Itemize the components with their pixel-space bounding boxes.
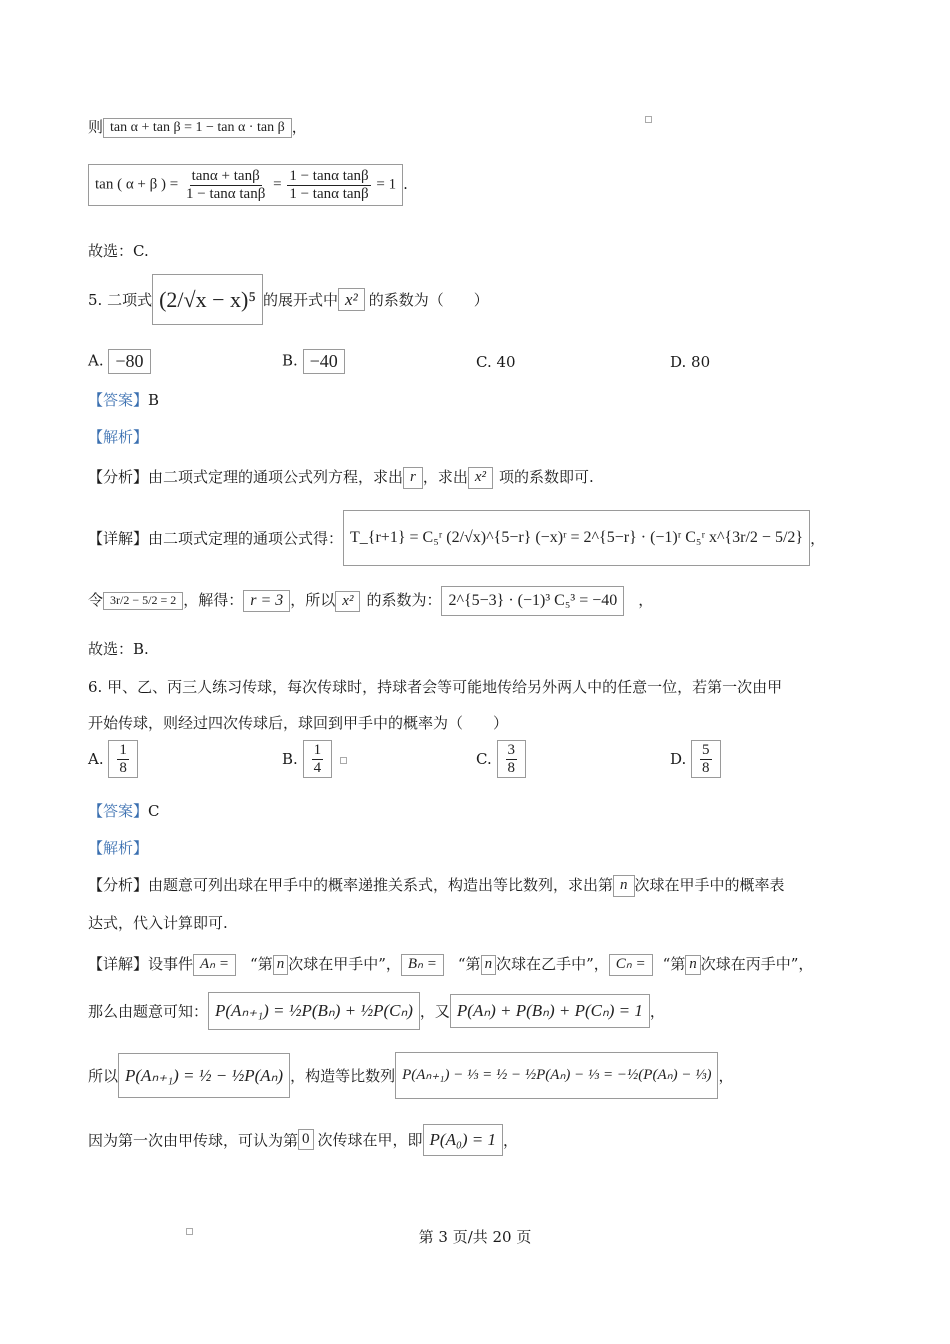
q5-option-c: C. 40 bbox=[476, 353, 516, 371]
var-box: n bbox=[613, 875, 635, 896]
text: . bbox=[403, 175, 408, 193]
q5-xiangjie bbox=[88, 510, 825, 566]
text: 【分析】由二项式定理的通项公式列方程，求出 bbox=[88, 468, 404, 486]
q6-xiangjie-events bbox=[88, 953, 813, 976]
text: “第 bbox=[662, 955, 686, 973]
option-label: D. bbox=[670, 750, 687, 768]
denominator: 1 − tanα tanβ bbox=[289, 185, 369, 202]
text: 那么由题意可知： bbox=[88, 1002, 209, 1021]
q5-mid: 的展开式中 bbox=[263, 291, 339, 310]
line-choose-c: 故选：C. bbox=[88, 242, 149, 260]
page-footer: 第 3 页/共 20 页 bbox=[418, 1228, 532, 1246]
formula-box: 3r/2 − 5/2 = 2 bbox=[103, 592, 183, 610]
fraction bbox=[700, 742, 712, 776]
formula-box bbox=[88, 164, 403, 206]
formula-box: P(A₀) = 1 bbox=[423, 1124, 503, 1156]
denominator: 4 bbox=[313, 759, 322, 776]
formula-box: tan α + tan β = 1 − tan α · tan β bbox=[103, 118, 292, 138]
text: 【详解】由二项式定理的通项公式得： bbox=[88, 529, 344, 548]
numerator: tanα + tanβ bbox=[191, 168, 260, 184]
text: 次球在乙手中”， bbox=[496, 955, 609, 973]
text: 因为第一次由甲传球，可认为第 bbox=[88, 1131, 299, 1150]
text: 则 bbox=[88, 118, 104, 136]
q5-prefix: 5. 二项式 bbox=[88, 291, 153, 310]
fraction bbox=[117, 742, 129, 776]
text: 次传球在甲，即 bbox=[317, 1131, 423, 1150]
q6-initial bbox=[88, 1124, 518, 1156]
option-value: −80 bbox=[108, 349, 150, 374]
text: 【分析】由题意可列出球在甲手中的概率递推关系式，构造出等比数列，求出第 bbox=[88, 876, 614, 894]
formula-box: T_{r+1} = C₅ʳ (2/√x)^{5−r} (−x)ʳ = 2^{5−r} · (−1)ʳ C₅ʳ x^{3r/2 − 5/2} bbox=[343, 510, 810, 566]
q6-option-a bbox=[88, 740, 138, 778]
var-box: 0 bbox=[298, 1129, 314, 1150]
answer-value: C bbox=[148, 802, 160, 820]
text: ， bbox=[810, 529, 826, 548]
q6-option-c bbox=[476, 740, 526, 778]
term-box: x² bbox=[335, 591, 360, 612]
q5-fenxi bbox=[88, 466, 594, 489]
q6-option-b bbox=[282, 740, 332, 778]
formula-box: Aₙ = bbox=[193, 954, 236, 975]
denominator: 8 bbox=[119, 759, 127, 776]
q6-stem-line2: 开始传球，则经过四次传球后，球回到甲手中的概率为（ ） bbox=[88, 714, 509, 732]
line-tan-sum bbox=[88, 116, 307, 138]
text: ，构造等比数列 bbox=[290, 1067, 396, 1086]
q6-fenxi-line1 bbox=[88, 874, 785, 897]
numerator: 5 bbox=[702, 742, 710, 758]
q6-answer bbox=[88, 800, 160, 821]
text: 次球在甲手中”， bbox=[288, 955, 401, 973]
formula-box: P(Aₙ₊₁) = ½ − ½P(Aₙ) bbox=[118, 1053, 290, 1099]
q6-geometric bbox=[88, 1052, 733, 1099]
option-label: C. bbox=[476, 750, 492, 768]
option-label: B. bbox=[282, 750, 298, 768]
formula-left: tan ( α + β ) = bbox=[95, 176, 179, 193]
q6-option-d bbox=[670, 740, 721, 778]
formula-box: P(Aₙ₊₁) = ½P(Bₙ) + ½P(Cₙ) bbox=[208, 992, 420, 1030]
text: 令 bbox=[88, 591, 104, 610]
text: 项的系数即可. bbox=[499, 468, 594, 486]
formula-box: 2^{5−3} · (−1)³ C₅³ = −40 bbox=[441, 586, 624, 616]
line-tan-formula bbox=[88, 164, 408, 206]
formula-box: Cₙ = bbox=[609, 954, 653, 975]
answer-value: B bbox=[148, 391, 160, 409]
q6-recurrence bbox=[88, 992, 665, 1030]
var-box: n bbox=[273, 955, 289, 974]
formula-end: = 1 bbox=[376, 176, 397, 193]
binomial-box: (2/√x − x)⁵ bbox=[152, 274, 263, 325]
q6-fenxi-line2: 达式，代入计算即可. bbox=[88, 914, 228, 932]
q5-option-d: D. 80 bbox=[670, 353, 711, 371]
var-box: n bbox=[481, 955, 497, 974]
text: ， bbox=[638, 591, 654, 610]
answer-tag: 【答案】 bbox=[88, 802, 149, 820]
q5-option-b bbox=[282, 349, 345, 374]
option-value bbox=[303, 740, 333, 778]
option-value bbox=[497, 740, 527, 778]
q5-stem bbox=[88, 274, 489, 325]
q6-stem-line1: 6. 甲、乙、丙三人练习传球，每次传球时，持球者会等可能地传给另外两人中的任意一位，若第一次由甲 bbox=[88, 678, 783, 696]
text: ，求出 bbox=[422, 468, 468, 486]
text: ，解得： bbox=[183, 591, 244, 610]
numerator: 3 bbox=[507, 742, 515, 758]
text: “第 bbox=[457, 955, 481, 973]
text: 次球在丙手中”， bbox=[700, 955, 814, 973]
denominator: 1 − tanα tanβ bbox=[185, 185, 266, 202]
text: ，所以 bbox=[290, 591, 336, 610]
denominator: 8 bbox=[507, 759, 515, 776]
option-label: A. bbox=[88, 351, 104, 370]
option-value bbox=[108, 740, 138, 778]
text: 次球在甲手中的概率表 bbox=[634, 876, 785, 894]
q5-option-a bbox=[88, 349, 151, 374]
numerator: 1 bbox=[313, 742, 322, 758]
q5-choose: 故选：B. bbox=[88, 640, 149, 658]
formula-box: r = 3 bbox=[243, 590, 290, 612]
q5-answer bbox=[88, 389, 159, 410]
fraction bbox=[287, 168, 370, 202]
equals: = bbox=[273, 176, 282, 193]
option-value: −40 bbox=[303, 349, 345, 374]
formula-box: P(Aₙ) + P(Bₙ) + P(Cₙ) = 1 bbox=[450, 994, 650, 1028]
q5-analysis-tag: 【解析】 bbox=[88, 428, 149, 446]
var-box: n bbox=[685, 955, 701, 974]
formula-box: Bₙ = bbox=[401, 954, 444, 975]
fraction bbox=[312, 742, 324, 776]
term-box: x² bbox=[468, 467, 493, 488]
text: ， bbox=[649, 1002, 665, 1021]
term-box: x² bbox=[338, 288, 365, 312]
text: ， bbox=[503, 1131, 519, 1150]
option-value bbox=[691, 740, 721, 778]
corner-mark bbox=[340, 757, 347, 764]
text: ，又 bbox=[419, 1002, 450, 1021]
text: 【详解】设事件 bbox=[88, 955, 194, 973]
option-label: A. bbox=[88, 750, 104, 768]
text: 的系数为： bbox=[366, 591, 442, 610]
q5-suffix: 的系数为（ ） bbox=[368, 291, 489, 310]
numerator: 1 bbox=[119, 742, 127, 758]
text: ， bbox=[718, 1067, 734, 1086]
text: 所以 bbox=[88, 1067, 119, 1086]
numerator: 1 − tanα tanβ bbox=[289, 168, 369, 184]
text: “第 bbox=[250, 955, 273, 973]
fraction bbox=[506, 742, 518, 776]
formula-box: P(Aₙ₊₁) − ⅓ = ½ − ½P(Aₙ) − ⅓ = −½(P(Aₙ) − ⅓) bbox=[395, 1052, 718, 1099]
denominator: 8 bbox=[702, 759, 710, 776]
fraction bbox=[184, 168, 267, 202]
answer-tag: 【答案】 bbox=[88, 391, 149, 409]
corner-mark bbox=[645, 116, 652, 123]
q6-analysis-tag: 【解析】 bbox=[88, 839, 149, 857]
option-label: B. bbox=[282, 351, 298, 370]
text: ， bbox=[291, 118, 307, 136]
q5-ling bbox=[88, 586, 653, 616]
var-box: r bbox=[403, 467, 423, 488]
